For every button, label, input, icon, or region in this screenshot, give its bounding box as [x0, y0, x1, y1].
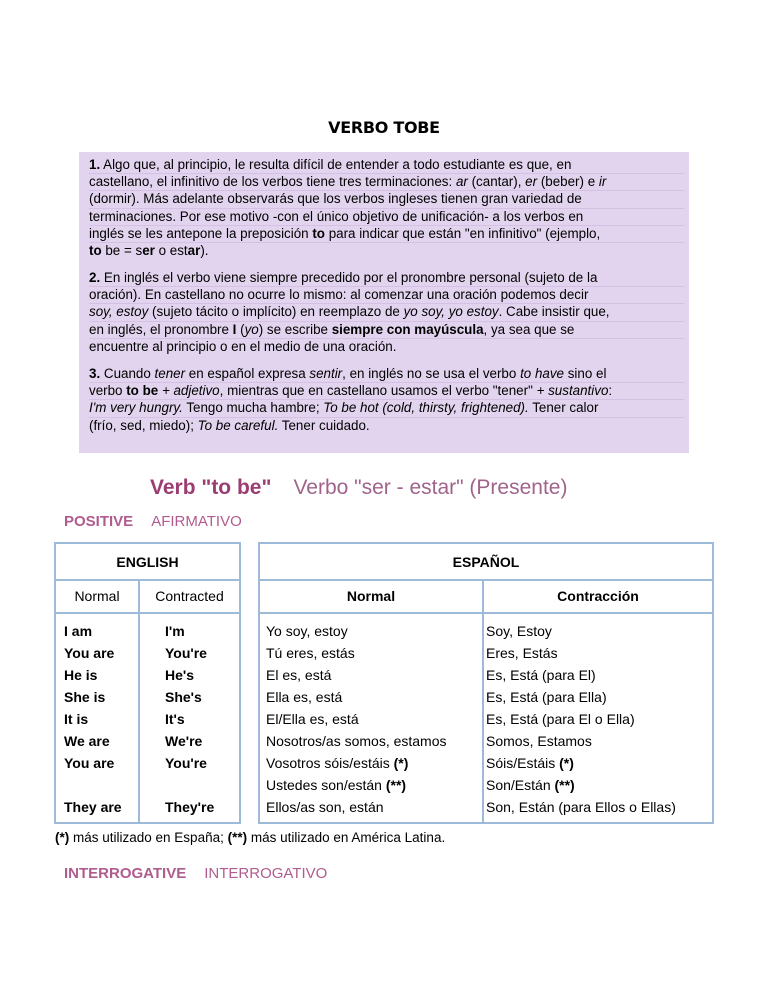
table-cell: [266, 686, 447, 708]
table-cell: You are: [64, 645, 115, 661]
verb-heading-spanish: Verbo "ser - estar" (Presente): [293, 476, 568, 499]
text-run: Ellos/as son, están: [266, 799, 384, 815]
text-run: Es, Está (para El o Ella): [486, 711, 635, 727]
paragraph-3: [89, 366, 684, 434]
footnote: [55, 830, 445, 845]
table-cell: [486, 752, 676, 774]
paragraph-line: [89, 191, 684, 208]
table-cell: It is: [64, 711, 89, 727]
paragraph-line: [89, 287, 684, 304]
table-cell: They're: [165, 799, 215, 815]
text-run: ir: [598, 174, 607, 190]
table-cell: [266, 752, 447, 774]
table-cell: He's: [165, 667, 195, 683]
table-cell: [486, 686, 676, 708]
interrogative-section-label: [64, 865, 327, 882]
paragraph-1: [89, 157, 684, 259]
text-run: más utilizado en América Latina.: [247, 830, 446, 845]
text-run: yo soy, yo estoy: [403, 304, 499, 320]
text-run: (frío, sed, miedo);: [89, 417, 198, 433]
text-run: tener: [154, 366, 186, 381]
paragraph-line: [89, 304, 684, 321]
verb-heading-english: Verb "to be": [150, 476, 272, 499]
table-cell: It's: [165, 711, 185, 727]
table-cell: You're: [165, 755, 207, 771]
text-run: El es, está: [266, 667, 332, 683]
text-run: sino el: [564, 366, 607, 381]
row-divider: [260, 579, 712, 581]
text-run: verbo: [89, 383, 127, 399]
text-run: oración). En castellano no ocurre lo mismo: al comenzar una oración podemos decir: [89, 287, 589, 303]
paragraph-line: [89, 400, 684, 417]
text-run: sentir: [309, 366, 343, 381]
table-cell: [486, 774, 676, 796]
text-run: er: [525, 174, 538, 190]
text-run: (**): [227, 830, 248, 845]
text-run: Soy, Estoy: [486, 623, 552, 639]
text-run: Nosotros/as somos, estamos: [266, 733, 447, 749]
spanish-header: ESPAÑOL: [452, 554, 520, 570]
text-run: (**): [554, 777, 575, 793]
col-normal-es-header: Normal: [346, 588, 396, 604]
text-run: Tú eres, estás: [266, 645, 355, 661]
paragraph-line: [89, 322, 684, 339]
paragraph-line: [89, 383, 684, 400]
text-run: I'm very hungry.: [89, 400, 183, 416]
text-run: 2.: [89, 270, 101, 285]
positive-label-es: AFIRMATIVO: [151, 513, 242, 530]
es-contraccion-column: [486, 620, 676, 818]
text-run: terminaciones. Por ese motivo -con el único objetivo de unificación- a los verbos en: [89, 208, 584, 224]
text-run: (*): [393, 755, 409, 771]
table-cell: [486, 620, 676, 642]
text-run: Tengo mucha hambre;: [182, 400, 324, 416]
text-run: El/Ella es, está: [266, 711, 359, 727]
text-run: 1.: [89, 157, 101, 172]
text-run: siempre con mayúscula: [331, 321, 484, 337]
text-run: + sustantivo: [536, 383, 609, 399]
table-cell: He is: [64, 667, 98, 683]
text-run: Cuando: [100, 366, 155, 381]
table-cell: [266, 796, 447, 818]
text-run: yo: [244, 321, 259, 337]
text-run: , ya sea que se: [483, 321, 575, 337]
table-cell: We are: [64, 733, 110, 749]
table-cell: We're: [165, 733, 203, 749]
table-cell: [486, 796, 676, 818]
spanish-table: [258, 542, 714, 824]
text-run: (: [236, 321, 245, 337]
en-contracted-column: [165, 620, 214, 818]
table-cell: You are: [64, 755, 115, 771]
text-run: (sujeto tácito o implícito) en reemplazo de: [148, 304, 404, 320]
positive-label: POSITIVE: [64, 513, 134, 530]
table-cell: [486, 730, 676, 752]
text-run: (**): [385, 777, 407, 793]
paragraph-line: [89, 418, 684, 434]
text-run: (beber) e: [537, 174, 599, 190]
en-normal-column: [64, 620, 122, 818]
table-cell: [486, 642, 676, 664]
table-cell: [486, 664, 676, 686]
text-run: Algo que, al principio, le resulta difícil de entender a todo estudiante es que, en: [100, 157, 572, 172]
text-run: To be hot (cold, thirsty, frightened).: [323, 400, 529, 416]
text-run: (*): [55, 830, 70, 845]
text-run: to be: [126, 383, 159, 399]
text-run: ) se escribe: [258, 321, 332, 337]
english-header: ENGLISH: [116, 554, 179, 570]
paragraph-line: [89, 366, 684, 383]
text-run: ar: [187, 243, 201, 259]
text-run: Es, Está (para El): [486, 667, 596, 683]
document-title: VERBO TOBE: [328, 118, 440, 137]
verb-heading: [150, 476, 567, 500]
table-cell: They are: [64, 799, 122, 815]
text-run: I: [232, 321, 237, 337]
table-cell: [266, 664, 447, 686]
text-run: en inglés, el pronombre: [89, 321, 233, 337]
text-run: Son/Están: [486, 777, 555, 793]
text-run: to have: [520, 366, 564, 381]
text-run: Ella es, está: [266, 689, 343, 705]
table-cell: [165, 774, 214, 796]
paragraph-2: [89, 270, 684, 355]
text-run: :: [608, 383, 613, 399]
text-run: Somos, Estamos: [486, 733, 592, 749]
text-run: ).: [200, 243, 209, 259]
row-divider: [56, 612, 239, 614]
table-cell: [486, 708, 676, 730]
text-run: en español expresa: [185, 366, 310, 381]
col-contracted-header: Contracted: [155, 588, 224, 604]
positive-section-label: [64, 513, 242, 530]
paragraph-line: [89, 243, 684, 259]
paragraph-line: [89, 209, 684, 226]
table-cell: I am: [64, 623, 93, 639]
row-divider: [56, 579, 239, 581]
text-run: Vosotros sóis/estáis: [266, 755, 394, 771]
paragraph-line: [89, 270, 684, 287]
table-cell: [266, 708, 447, 730]
text-run: inglés se les antepone la preposición: [89, 225, 313, 241]
text-run: En inglés el verbo viene siempre precedido por el pronombre personal (sujeto de la: [100, 270, 598, 285]
table-cell: [266, 620, 447, 642]
table-cell: She is: [64, 689, 106, 705]
text-run: er: [142, 243, 155, 259]
text-run: (dormir). Más adelante observarás que los verbos ingleses tienen gran variedad de: [89, 191, 582, 207]
col-contraccion-header: Contracción: [557, 588, 639, 604]
table-cell: [266, 642, 447, 664]
text-run: , en inglés no se usa el verbo: [342, 366, 521, 381]
text-run: para indicar que están "en infinitivo" (ejemplo,: [324, 225, 601, 241]
text-run: castellano, el infinitivo de los verbos tiene tres terminaciones:: [89, 174, 456, 190]
text-run: (cantar),: [467, 174, 526, 190]
text-run: encuentre al principio o en el medio de una oración.: [89, 338, 397, 354]
text-run: Sóis/Estáis: [486, 755, 560, 771]
column-divider: [482, 579, 484, 822]
text-run: Es, Está (para Ella): [486, 689, 607, 705]
es-normal-column: [266, 620, 447, 818]
text-run: Eres, Estás: [486, 645, 558, 661]
text-run: 3.: [89, 366, 101, 381]
paragraph-line: [89, 174, 684, 191]
text-run: o est: [154, 243, 188, 259]
table-cell: [266, 730, 447, 752]
text-run: be = s: [101, 243, 143, 259]
text-run: . Cabe insistir que,: [498, 304, 610, 320]
text-run: ar: [455, 174, 468, 190]
paragraph-line: [89, 226, 684, 243]
col-normal-header: Normal: [74, 588, 120, 604]
text-run: , mientras que en castellano usamos el verbo "tener": [219, 383, 537, 399]
text-run: soy, estoy: [89, 304, 149, 320]
column-divider: [138, 579, 140, 822]
text-run: To be careful.: [197, 417, 279, 433]
english-table: [54, 542, 241, 824]
interrogative-label: INTERROGATIVE: [64, 865, 187, 882]
interrogative-label-es: INTERROGATIVO: [204, 865, 328, 882]
table-cell: [266, 774, 447, 796]
text-run: Ustedes son/están: [266, 777, 386, 793]
text-run: to: [89, 243, 102, 259]
text-run: to: [312, 225, 325, 241]
text-run: Yo soy, estoy: [266, 623, 348, 639]
row-divider: [260, 612, 712, 614]
table-cell: She's: [165, 689, 202, 705]
text-run: (*): [559, 755, 574, 771]
table-cell: [64, 774, 122, 796]
text-run: más utilizado en España;: [69, 830, 228, 845]
paragraph-line: [89, 339, 684, 355]
text-run: Son, Están (para Ellos o Ellas): [486, 799, 676, 815]
table-cell: You're: [165, 645, 207, 661]
paragraph-line: [89, 157, 684, 174]
text-run: Tener cuidado.: [278, 417, 370, 433]
text-run: Tener calor: [528, 400, 599, 416]
text-run: + adjetivo: [158, 383, 220, 399]
table-cell: I'm: [165, 623, 185, 639]
